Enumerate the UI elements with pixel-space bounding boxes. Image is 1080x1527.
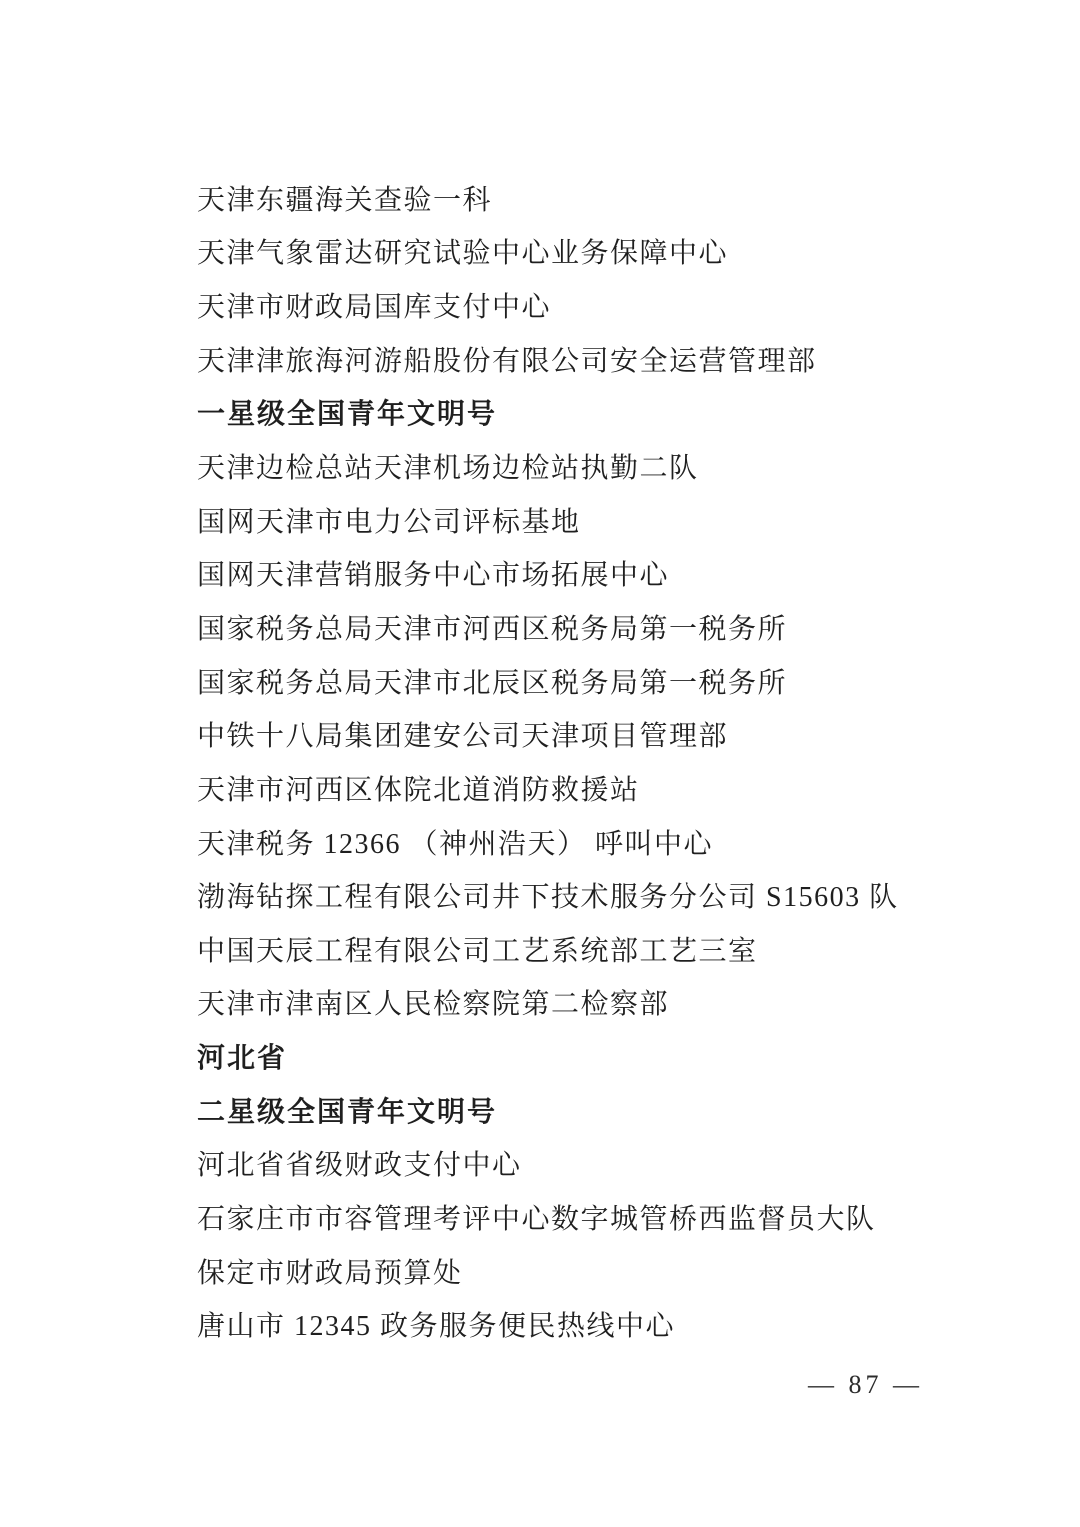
org-list-item: 保定市财政局预算处 [197, 1257, 463, 1289]
org-list-item: 国网天津市电力公司评标基地 [197, 506, 581, 538]
org-list-item: 石家庄市市容管理考评中心数字城管桥西监督员大队 [197, 1203, 876, 1235]
org-list-item: 渤海钻探工程有限公司井下技术服务分公司 S15603 队 [197, 882, 899, 914]
org-list-item: 天津市财政局国库支付中心 [197, 292, 552, 324]
page-number: — 87 — [808, 1370, 923, 1399]
org-list-item: 天津市河西区体院北道消防救援站 [197, 774, 640, 806]
section-heading-hebei-province: 河北省 [197, 1043, 288, 1075]
org-list-item: 国家税务总局天津市北辰区税务局第一税务所 [197, 667, 788, 699]
org-list-item: 天津市津南区人民检察院第二检察部 [197, 989, 670, 1021]
org-list-item: 国家税务总局天津市河西区税务局第一税务所 [197, 613, 788, 645]
org-list-item: 中国天辰工程有限公司工艺系统部工艺三室 [197, 935, 758, 967]
section-heading-one-star: 一星级全国青年文明号 [197, 399, 498, 431]
org-name-list [197, 171, 957, 1351]
org-list-item: 天津税务 12366 （神州浩天） 呼叫中心 [197, 828, 714, 860]
org-list-item: 国网天津营销服务中心市场拓展中心 [197, 560, 670, 592]
section-heading-two-star: 二星级全国青年文明号 [197, 1096, 498, 1128]
org-list-item: 河北省省级财政支付中心 [197, 1150, 522, 1182]
org-list-item: 唐山市 12345 政务服务便民热线中心 [197, 1311, 676, 1343]
org-list-item: 天津津旅海河游船股份有限公司安全运营管理部 [197, 345, 817, 377]
org-list-item: 天津边检总站天津机场边检站执勤二队 [197, 453, 699, 485]
org-list-item: 天津气象雷达研究试验中心业务保障中心 [197, 238, 729, 270]
org-list-item: 中铁十八局集团建安公司天津项目管理部 [197, 721, 729, 753]
org-list-item: 天津东疆海关查验一科 [197, 184, 493, 216]
